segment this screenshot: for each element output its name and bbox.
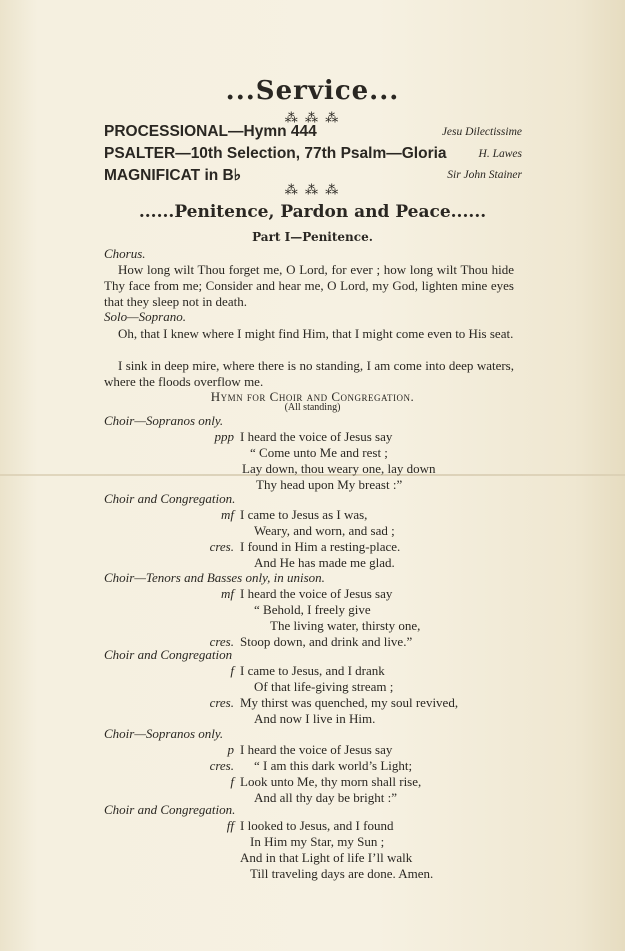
service-item-label: PSALTER—10th Selection, 77th Psalm—Gloria [104,145,447,162]
hymn-line: My thirst was quenched, my soul revived, [240,695,459,710]
hymn-line: I heard the voice of Jesus say [240,586,393,601]
hymn-line: “ Come unto Me and rest ; [250,445,388,460]
solo-text: Oh, that I knew where I might find Him, that I might come even to His seat. [118,326,514,341]
verse-heading: Choir and Congregation. [104,491,236,506]
service-item-label: PROCESSIONAL—Hymn 444 [104,123,317,140]
cantata-title: ......Penitence, Pardon and Peace...... [138,202,487,222]
dynamic-mark: mf [221,586,234,601]
solo-text: I sink in deep mire, where there is no standing, I am come into deep waters, where the floods overflow me. [104,358,514,389]
hymn-line: Weary, and worn, and sad ; [254,523,395,538]
hymn-line: Look unto Me, thy morn shall rise, [240,774,422,789]
ornament-top: ⁂ ⁂ ⁂ [284,110,341,125]
service-item-composer: Sir John Stainer [447,169,522,181]
hymn-line: Thy head upon My breast :” [256,477,403,492]
verse-heading: Choir—Sopranos only. [104,726,224,741]
hymn-line: I came to Jesus as I was, [240,507,368,522]
solo-heading: Solo—Soprano. [104,309,186,324]
part-title: Part I—Penitence. [252,230,373,244]
dynamic-mark: f [230,774,234,789]
dynamic-mark: ff [226,818,234,833]
hymn-line: “ Behold, I freely give [254,602,371,617]
service-item-label: MAGNIFICAT in B♭ [104,167,242,184]
verse-heading: Choir and Congregation. [104,802,236,817]
dynamic-mark: ppp [214,429,234,444]
hymn-line: “ I am this dark world’s Light; [254,758,413,773]
service-item-composer: H. Lawes [478,148,522,160]
service-item-composer: Jesu Dilectissime [441,126,522,138]
dynamic-mark: cres. [209,695,234,710]
hymn-line: Stoop down, and drink and live.” [240,634,413,649]
hymn-line: I came to Jesus, and I drank [240,663,385,678]
verse-heading: Choir and Congregation [104,647,233,662]
service-row [104,145,522,167]
chorus-text: How long wilt Thou forget me, O Lord, for ever ; how long wilt Thou hide Thy face from me; Consider and hear me, O Lord, my God, lighten mine eyes that they sleep not in death. [104,262,514,309]
hymn-line: And in that Light of life I’ll walk [240,850,413,865]
hymn-line: And now I live in Him. [254,711,376,726]
dynamic-mark: cres. [209,758,234,773]
ornament-middle: ⁂ ⁂ ⁂ [284,182,341,197]
dynamic-mark: cres. [209,634,234,649]
hymn-line: And all thy day be bright :” [254,790,397,805]
dynamic-mark: cres. [209,539,234,554]
chorus-heading: Chorus. [104,246,146,261]
hymn-line: Till traveling days are done. Amen. [250,866,434,881]
hymn-line: I heard the voice of Jesus say [240,742,393,757]
verse-heading: Choir—Sopranos only. [104,413,224,428]
service-row [104,123,522,145]
hymn-line: Lay down, thou weary one, lay down [242,461,436,476]
hymn-line: The living water, thirsty one, [270,618,421,633]
hymn-line: And He has made me glad. [254,555,395,570]
hymn-line: Of that life-giving stream ; [254,679,394,694]
dynamic-mark: mf [221,507,234,522]
hymn-line: In Him my Star, my Sun ; [250,834,385,849]
hymn-line: I heard the voice of Jesus say [240,429,393,444]
verse-heading: Choir—Tenors and Basses only, in unison. [104,570,325,585]
hymn-heading: Hymn for Choir and Congregation. [210,389,415,404]
hymn-line: I found in Him a resting-place. [240,539,401,554]
dynamic-mark: f [230,663,234,678]
dynamic-mark: p [227,742,234,757]
hymn-note: (All standing) [284,402,341,413]
page-title: ...Service... [225,76,400,106]
hymn-line: I looked to Jesus, and I found [240,818,394,833]
